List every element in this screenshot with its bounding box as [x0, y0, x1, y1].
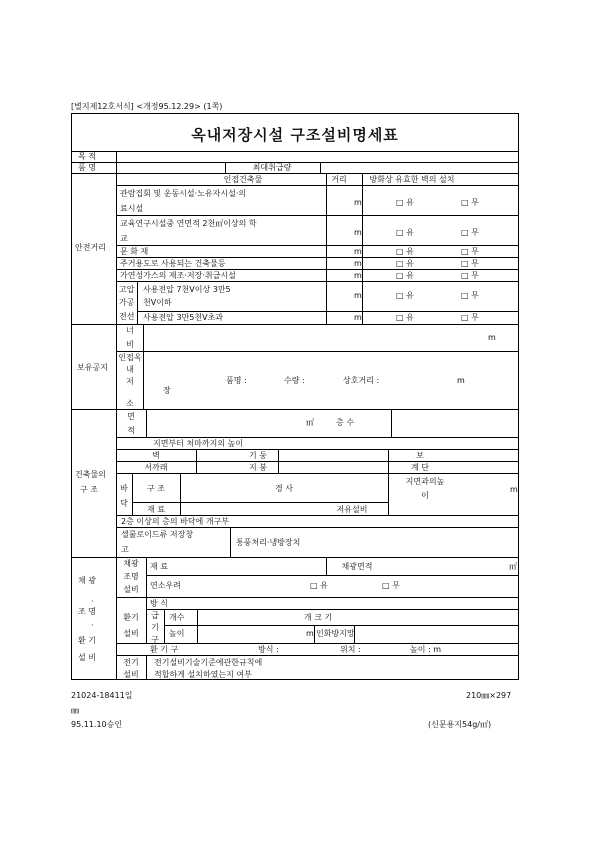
unit-m: m [306, 629, 314, 638]
form-code: 21024-18411일 [71, 691, 133, 700]
rule [137, 281, 138, 324]
yes-checkbox[interactable]: □ 유 [396, 291, 414, 300]
yes-checkbox[interactable]: □ 유 [396, 259, 414, 268]
hv-label: 가공 [119, 298, 135, 307]
safety-item: 주거용도로 사용되는 건축물등 [120, 259, 226, 268]
electrical-text: 전기설비기술기준에관한규칙에 [154, 658, 263, 667]
adjacent-storage-label: 장 [163, 386, 171, 395]
building-structure-label: 구 조 [80, 485, 98, 494]
slope-label: 경 사 [275, 484, 293, 493]
rule [71, 324, 519, 325]
intake-label: 구 [151, 635, 159, 644]
hv-item: 천V이하 [143, 298, 172, 307]
unit-m: m [510, 485, 518, 494]
flame-guard-label: 인화방지망 [316, 629, 355, 638]
mutual-distance-label: 상호거리 : [343, 376, 380, 385]
lighting-material-label: 재 료 [150, 562, 168, 571]
rule [143, 324, 144, 409]
rafter-label: 서까래 [144, 463, 168, 472]
unit-mm: ㎜ [71, 706, 79, 715]
material-label: 재 료 [147, 505, 165, 514]
ventilation-label: 환기 [123, 613, 139, 622]
max-quantity-label: 최대취급량 [252, 163, 292, 172]
paper-size: 210㎜×297 [466, 691, 512, 700]
no-checkbox[interactable]: □ 무 [382, 581, 400, 590]
hv-label: 고압 [119, 285, 135, 294]
exhaust-method-label: 방식 : [258, 645, 279, 654]
adjacent-storage-label: 내 [126, 365, 134, 374]
purpose-label: 목 적 [78, 152, 96, 161]
rule [71, 173, 519, 174]
neighbor-building-header: 인접건축물 [223, 175, 263, 184]
area-label: 적 [127, 426, 135, 435]
rule [116, 215, 519, 216]
lighting-equipment-label: · [91, 621, 94, 630]
vent-method-label: 방 식 [150, 599, 168, 608]
rule [164, 625, 519, 626]
floor-structure-label: 구 조 [147, 484, 165, 493]
stairs-label: 계 단 [411, 463, 429, 472]
rule [180, 473, 181, 515]
ventilation-label: 설비 [123, 629, 139, 638]
rule [116, 473, 519, 474]
adjacent-storage-label: 저 [126, 377, 134, 386]
wall-header: 방화상 유효한 벽의 설치 [369, 175, 455, 184]
unit-m: m [354, 247, 362, 256]
rule [137, 311, 519, 312]
rule [146, 655, 147, 680]
roof-label: 지 붕 [249, 463, 267, 472]
safety-item: 교 [120, 234, 128, 243]
rule [71, 557, 519, 558]
intake-label: 급 [151, 611, 159, 620]
area-unit: ㎡ [509, 562, 517, 571]
unit-m: m [354, 271, 362, 280]
rule [71, 151, 519, 152]
rule [116, 449, 519, 450]
rule [362, 173, 363, 324]
product-label: 품명 : [226, 376, 247, 385]
approval-date: 95.11.10승인 [71, 720, 123, 729]
rule [391, 409, 392, 437]
adjacent-storage-label: 소 [126, 399, 134, 408]
no-checkbox[interactable]: □ 무 [461, 259, 479, 268]
page-title: 옥내저장시설 구조설비명세표 [191, 126, 399, 144]
form-number: [별지제12호서식] <개정95.12.29> (1쪽) [71, 102, 223, 111]
lighting-equipment-label: 조 명 [78, 607, 96, 616]
rule [320, 162, 321, 173]
unit-m: m [488, 333, 496, 342]
lighting-equipment-label: 채 광 [78, 576, 96, 585]
rule [326, 557, 327, 575]
quantity-label: 수량 : [284, 376, 305, 385]
rule [116, 515, 519, 516]
rule [116, 245, 519, 246]
rule [164, 609, 165, 643]
area-unit: ㎡ [306, 418, 314, 427]
lighting-label: 조명 [123, 572, 139, 581]
floor-label: 닥 [120, 499, 128, 508]
hv-label: 전선 [119, 312, 135, 321]
rule [71, 409, 519, 410]
exhaust-label: 환 기 구 [150, 645, 179, 654]
rule [116, 257, 519, 258]
exhaust-height-label: 높이 : m [410, 645, 442, 654]
electrical-label: 설비 [123, 670, 139, 679]
rule [116, 655, 519, 656]
no-checkbox[interactable]: □ 무 [461, 198, 479, 207]
unit-m: m [354, 198, 362, 207]
retention-label: 보유공지 [77, 363, 108, 372]
yes-checkbox[interactable]: □ 유 [396, 247, 414, 256]
item-name-label: 품 명 [78, 163, 96, 172]
form-frame [71, 113, 519, 680]
rule [116, 281, 519, 282]
unit-m: m [354, 291, 362, 300]
width-label: 너 [126, 326, 134, 335]
rule [116, 643, 519, 644]
rule [116, 597, 519, 598]
safety-item: 관람집회 및 운동시설·노유자시설·의 [120, 189, 247, 198]
rule [388, 449, 389, 515]
rule [146, 609, 519, 610]
eaves-height-label: 지면부터 처마까지의 높이 [153, 439, 244, 448]
rule [116, 151, 117, 680]
rule [116, 437, 519, 438]
wall-label: 벽 [152, 451, 160, 460]
opening-size-label: 개 크 기 [304, 613, 333, 622]
unit-m: m [354, 259, 362, 268]
fire-risk-label: 연소우려 [150, 581, 181, 590]
rule [197, 609, 198, 643]
safety-item: 가연성가스의 제조·저장·취급시설 [120, 271, 236, 280]
rule [116, 527, 519, 528]
intake-count-label: 개수 [169, 613, 185, 622]
celluloid-storage-label: 셀룰로이드류 저장창 [121, 530, 194, 539]
rule [314, 625, 315, 643]
yes-checkbox[interactable]: □ 유 [396, 313, 414, 322]
safety-item: 문 화 재 [120, 247, 149, 256]
lighting-label: 설비 [123, 585, 139, 594]
unit-m: m [354, 313, 362, 322]
rule [196, 449, 197, 473]
lighting-label: 채광 [123, 559, 139, 568]
floor-label: 바 [120, 484, 128, 493]
ground-height-label: 지면과의높 [405, 477, 445, 486]
safety-distance-label: 안전거리 [75, 243, 106, 252]
ground-height-label: 이 [421, 491, 429, 500]
lighting-equipment-label: · [91, 597, 94, 606]
rule [146, 557, 147, 643]
column-label: 기 둥 [249, 451, 267, 460]
rule [326, 173, 327, 324]
lighting-equipment-label: 설 비 [78, 653, 96, 662]
lighting-equipment-label: 환 기 [78, 636, 96, 645]
hv-item: 사용전압 7천V이상 3만5 [143, 285, 231, 294]
adjacent-storage-label: 인접옥 [118, 353, 142, 362]
no-checkbox[interactable]: □ 무 [461, 247, 479, 256]
celluloid-storage-label: 고 [121, 545, 129, 554]
rule [116, 461, 519, 462]
yes-checkbox[interactable]: □ 유 [396, 228, 414, 237]
rule [71, 162, 519, 163]
hv-item: 사용전압 3만5천V초과 [143, 313, 224, 322]
rule [230, 527, 231, 557]
rule [116, 185, 519, 186]
rule [132, 502, 388, 503]
unit-m: m [457, 376, 465, 385]
unit-m: m [354, 228, 362, 237]
second-floor-opening-label: 2층 이상의 층의 바닥에 개구부 [121, 517, 229, 526]
intake-height-label: 높이 [169, 629, 185, 638]
floors-label: 층 수 [336, 418, 354, 427]
width-label: 비 [126, 340, 134, 349]
electrical-label: 전기 [123, 658, 139, 667]
yes-checkbox[interactable]: □ 유 [396, 271, 414, 280]
no-checkbox[interactable]: □ 무 [461, 228, 479, 237]
building-structure-label: 건축물의 [75, 470, 106, 479]
rule [116, 269, 519, 270]
safety-item: 교육연구시설중 연면적 2천㎡이상의 학 [120, 219, 257, 228]
yes-checkbox[interactable]: □ 유 [396, 198, 414, 207]
exhaust-position-label: 위치 : [340, 645, 361, 654]
rule [116, 351, 519, 352]
yes-checkbox[interactable]: □ 유 [310, 581, 328, 590]
area-label: 면 [127, 412, 135, 421]
paper-spec: (신문용지54g/㎡) [428, 720, 492, 729]
lighting-area-label: 채광면적 [341, 562, 373, 571]
no-checkbox[interactable]: □ 무 [461, 313, 479, 322]
no-checkbox[interactable]: □ 무 [461, 271, 479, 280]
beam-label: 보 [416, 451, 424, 460]
rule [146, 409, 147, 437]
rule [132, 473, 133, 515]
rule [278, 449, 279, 473]
sump-label: 저유설비 [336, 505, 368, 514]
electrical-text: 적합하게 설치하였는지 여부 [154, 670, 252, 679]
rule [225, 162, 226, 173]
safety-item: 료시설 [120, 204, 144, 213]
rule [146, 575, 519, 576]
no-checkbox[interactable]: □ 무 [461, 291, 479, 300]
ventilation-cooling-label: 통풍처리·냉방장치 [236, 538, 301, 547]
distance-header: 거리 [331, 175, 347, 184]
intake-label: 기 [151, 623, 159, 632]
